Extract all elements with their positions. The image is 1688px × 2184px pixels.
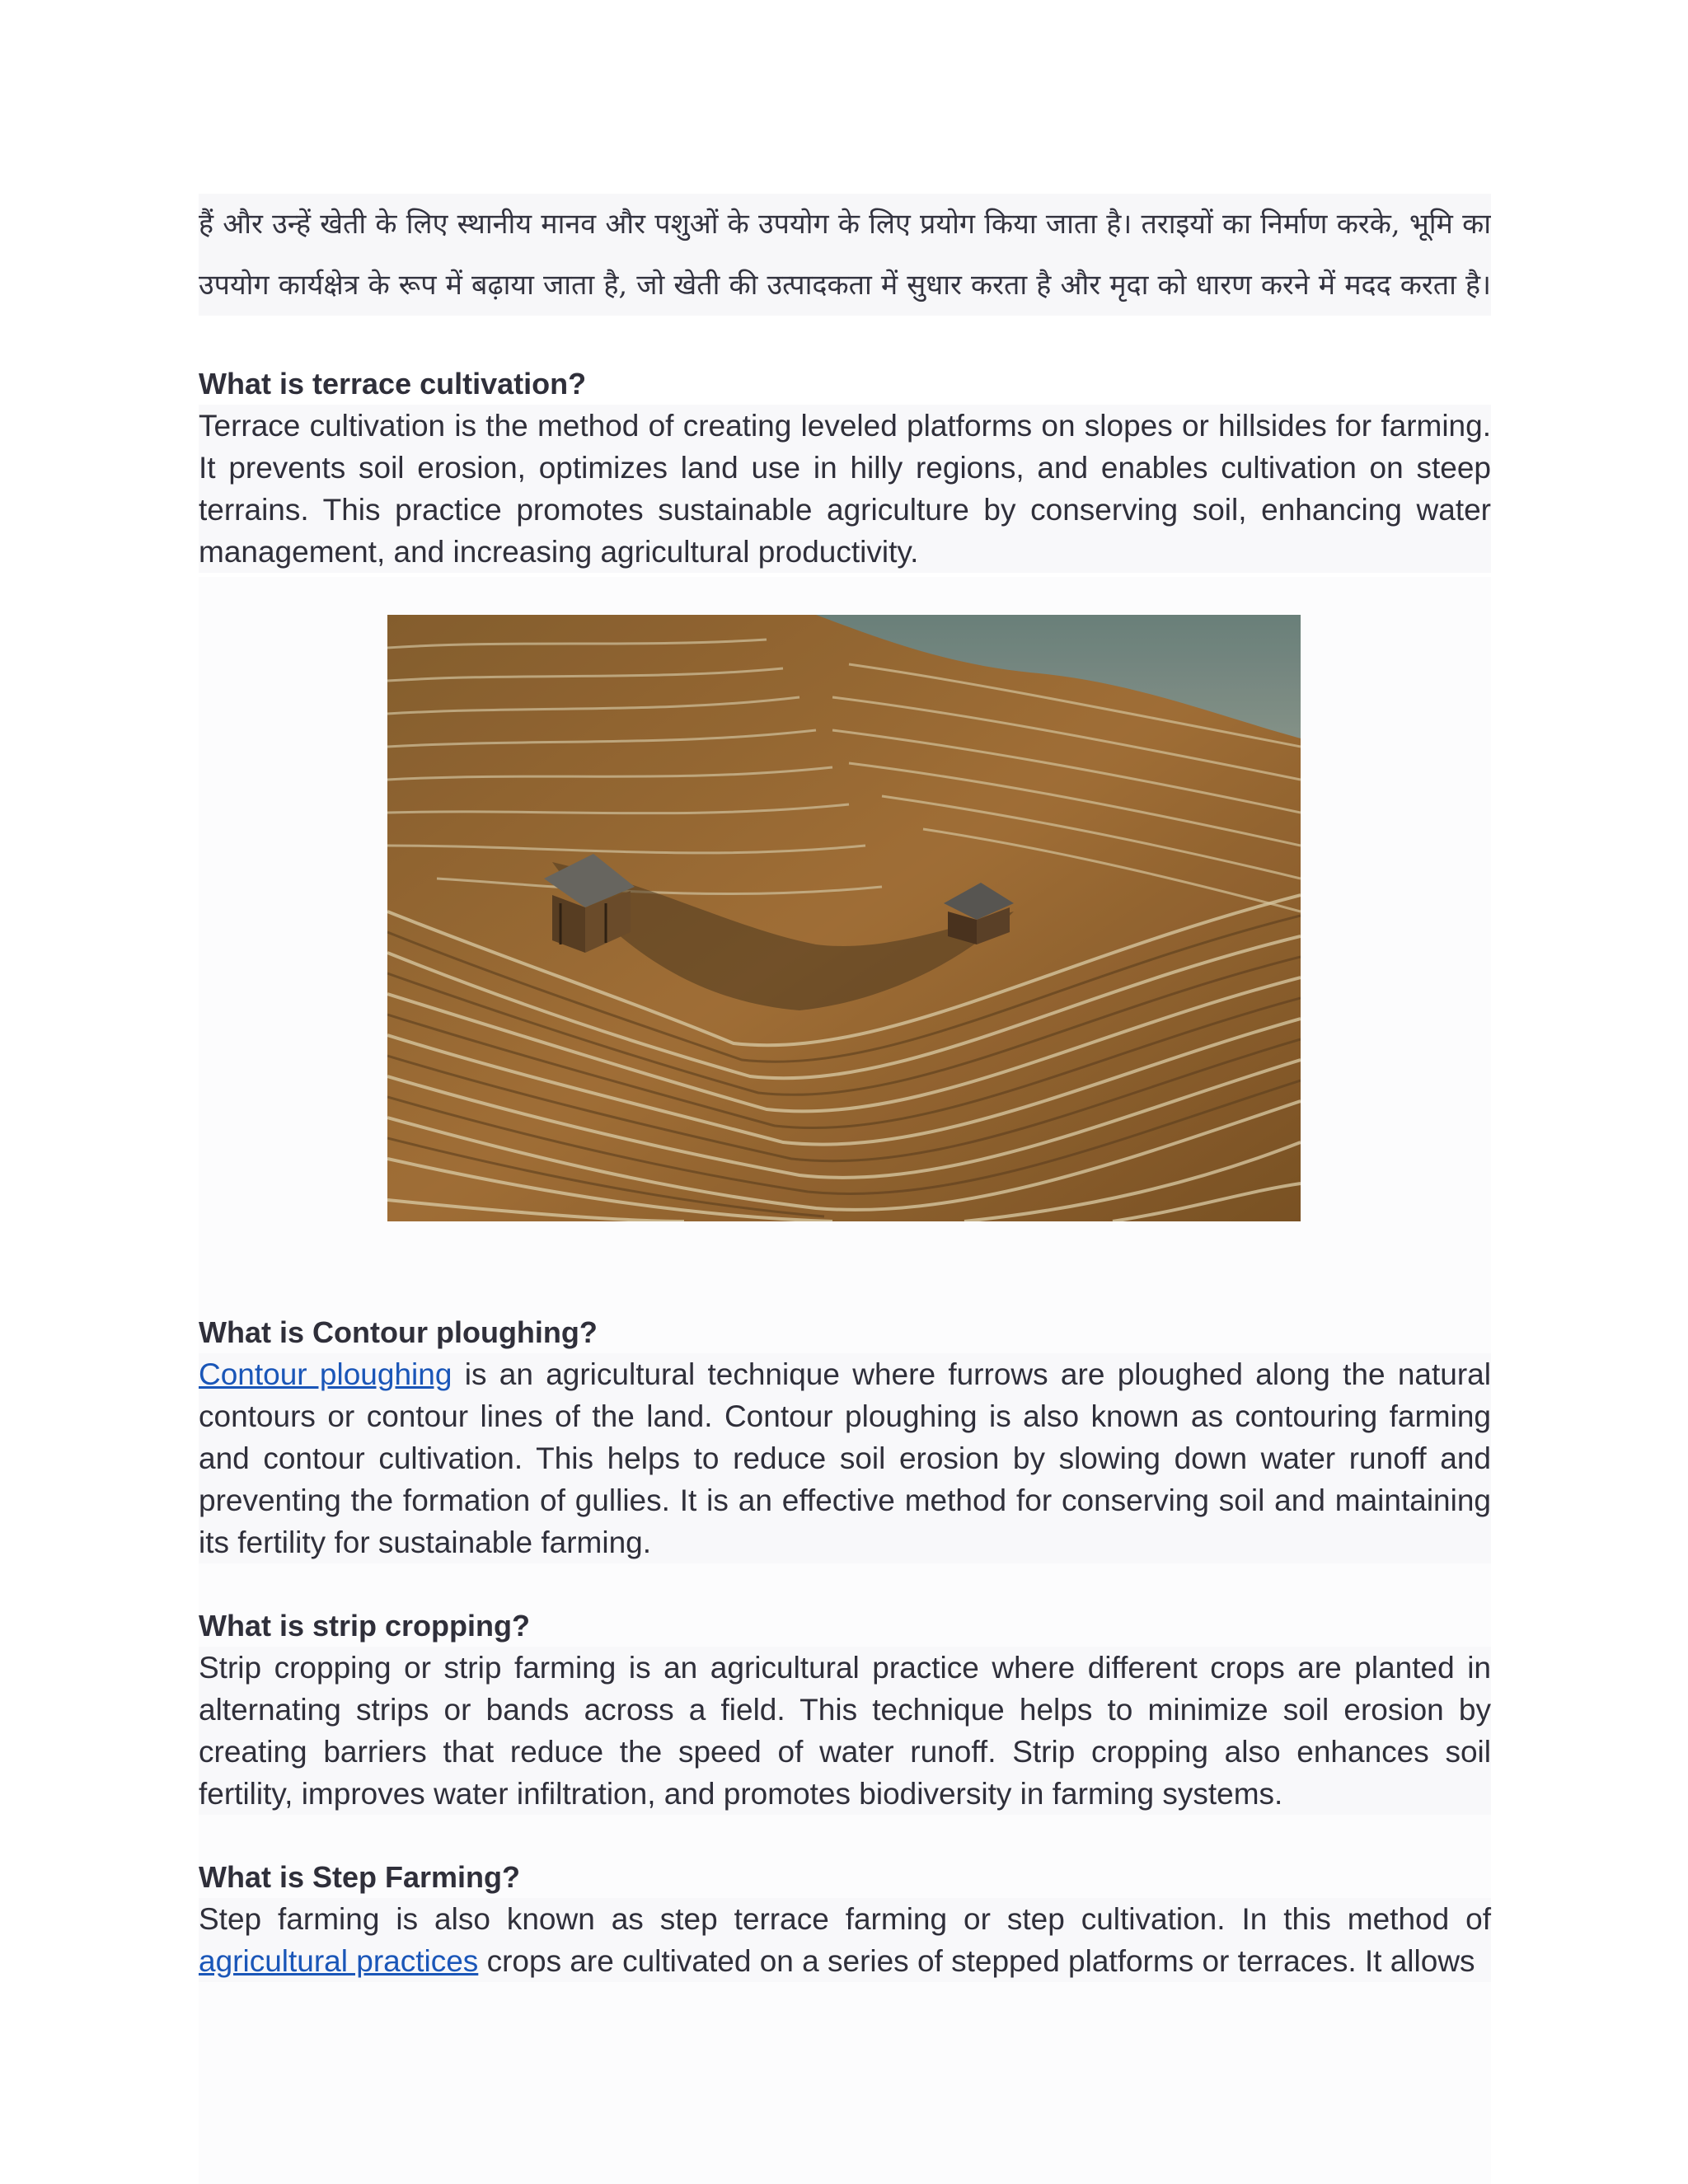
- step-section: [199, 1856, 1491, 1982]
- terrace-section: [199, 363, 1491, 573]
- step-body-before: Step farming is also known as step terrace farming or step cultivation. In this method of: [199, 1902, 1491, 1936]
- step-body: [199, 1898, 1491, 1982]
- terrace-body: Terrace cultivation is the method of creating leveled platforms on slopes or hillsides for farming. It prevents soil erosion, optimizes land use in hilly regions, and enables cultivation on steep terrains. This practice promotes sustainable agriculture by conserving soil, enhancing water management, and increasing agricultural productivity.: [199, 405, 1491, 573]
- step-body-after: crops are cultivated on a series of stepped platforms or terraces. It allows: [478, 1944, 1475, 1978]
- strip-heading: What is strip cropping?: [199, 1609, 530, 1643]
- terrace-photo-svg: [387, 615, 1301, 1221]
- terrace-fields-photo: [387, 615, 1301, 1221]
- hindi-line-1: हैं और उन्हें खेती के लिए स्थानीय मानव और पशुओं के उपयोग के लिए प्रयोग किया जाता है। तराइयों का निर्माण करके, भूमि का: [199, 194, 1491, 255]
- step-heading: What is Step Farming?: [199, 1860, 521, 1894]
- contour-ploughing-link[interactable]: Contour ploughing: [199, 1357, 452, 1391]
- contour-section: [199, 1311, 1491, 1563]
- strip-body: Strip cropping or strip farming is an agricultural practice where different crops are planted in alternating strips or bands across a field. This technique helps to minimize soil erosion by creating barriers that reduce the speed of water runoff. Strip cropping also enhances soil fertility, improves water infiltration, and promotes biodiversity in farming systems.: [199, 1647, 1491, 1815]
- contour-body-text: is an agricultural technique where furrows are ploughed along the natural contours or contour lines of the land. Contour ploughing is also known as contouring farming and contour cultivation. This helps to reduce soil erosion by slowing down water runoff and preventing the formation of gullies. It is an effective method for conserving soil and maintaining its fertility for sustainable farming.: [199, 1357, 1491, 1559]
- strip-section: [199, 1605, 1491, 1815]
- contour-body: [199, 1353, 1491, 1563]
- contour-heading: What is Contour ploughing?: [199, 1315, 598, 1349]
- terrace-heading: What is terrace cultivation?: [199, 367, 587, 401]
- hindi-line-2: उपयोग कार्यक्षेत्र के रूप में बढ़ाया जाता है, जो खेती की उत्पादकता में सुधार करता है और मृदा को धारण करने में मदद करता है।: [199, 255, 1491, 316]
- agricultural-practices-link[interactable]: agricultural practices: [199, 1944, 479, 1978]
